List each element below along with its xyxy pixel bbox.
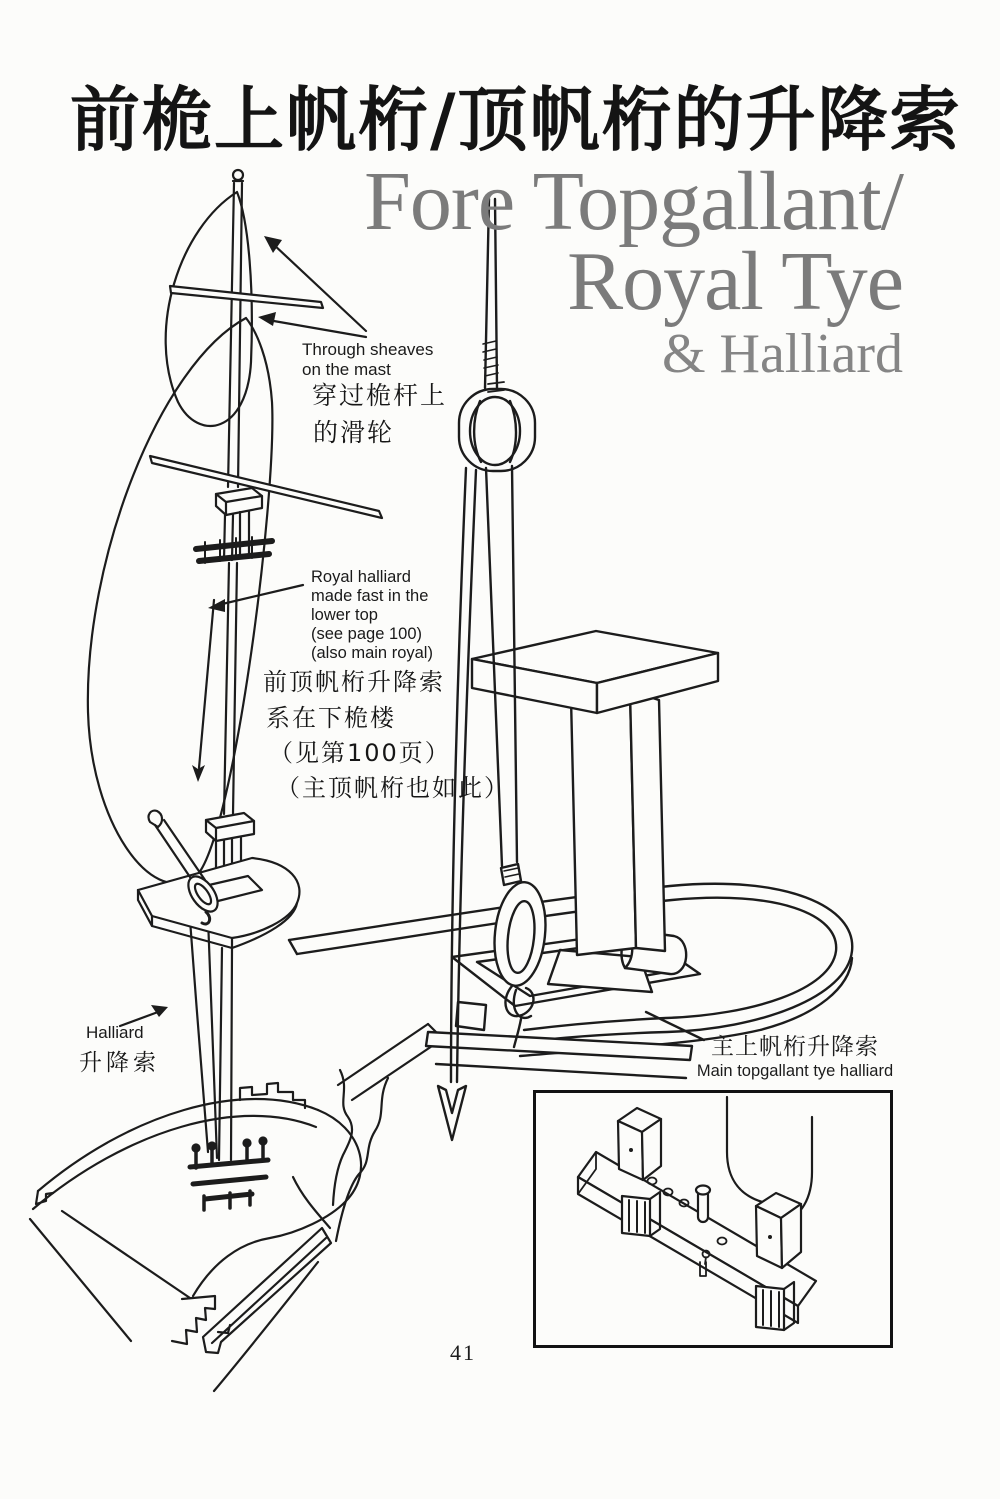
annotation-line: (see page 100) bbox=[311, 625, 422, 643]
mast-column-front bbox=[571, 691, 636, 955]
fall-direction-arrow bbox=[199, 600, 214, 768]
caption-en: Main topgallant tye halliard bbox=[696, 1062, 894, 1080]
deck-bitts bbox=[190, 1138, 268, 1211]
mast-column-side bbox=[630, 691, 665, 951]
mast-cap bbox=[472, 631, 718, 713]
crosstrees bbox=[196, 541, 272, 561]
annotation-royal-halliard-zh-1: 前顶帆桁升降索 bbox=[263, 668, 445, 696]
chinese-title: 前桅上帆桁/顶帆桁的升降索 bbox=[70, 79, 962, 161]
main-topgallant-caption bbox=[692, 1028, 898, 1081]
haul-direction-arrow bbox=[438, 1086, 466, 1140]
english-title bbox=[364, 155, 903, 385]
annotation-line: Through sheaves bbox=[302, 340, 434, 359]
masthead-cap-upper bbox=[216, 488, 262, 515]
caption-zh: 主上帆桁升降索 bbox=[711, 1034, 879, 1060]
annotation-royal-halliard-en bbox=[311, 568, 433, 663]
inset-detail-frame bbox=[533, 1090, 893, 1348]
lower-mast bbox=[219, 948, 232, 1160]
bow-hull-outline bbox=[30, 1024, 441, 1391]
annotation-line: Royal halliard bbox=[311, 568, 411, 586]
royal-pole bbox=[228, 183, 242, 487]
english-title-line-2: Royal Tye bbox=[567, 235, 903, 328]
annotation-through-sheaves-en bbox=[302, 340, 433, 380]
annotation-halliard-en: Halliard bbox=[86, 1023, 144, 1042]
english-title-line-1: Fore Topgallant/ bbox=[364, 155, 903, 248]
annotation-line: made fast in the bbox=[311, 587, 429, 605]
tye-loop-lower bbox=[88, 318, 273, 883]
through-sheaves-arrows bbox=[258, 236, 366, 337]
annotation-through-sheaves-zh-1: 穿过桅杆上 bbox=[312, 381, 448, 410]
mast-truck bbox=[233, 170, 243, 180]
upper-tye-block bbox=[459, 382, 535, 471]
royal-halliard-arrow bbox=[208, 585, 303, 612]
lower-top-platform bbox=[138, 858, 299, 938]
annotation-line: on the mast bbox=[302, 360, 391, 379]
annotation-royal-halliard-zh-2: 系在下桅楼 bbox=[266, 704, 396, 732]
annotation-through-sheaves-zh-2: 的滑轮 bbox=[313, 418, 395, 447]
halliard-fall-line-2 bbox=[208, 918, 217, 1158]
topgallant-yard bbox=[150, 456, 382, 518]
royal-yard bbox=[170, 286, 323, 308]
english-title-line-3: & Halliard bbox=[661, 323, 903, 385]
annotation-royal-halliard-zh-4: （主顶帆桁也如此） bbox=[276, 774, 510, 802]
annotation-halliard-zh: 升降索 bbox=[79, 1050, 160, 1076]
annotation-line: lower top bbox=[311, 606, 378, 624]
annotation-line: (also main royal) bbox=[311, 644, 433, 662]
annotation-royal-halliard-zh-3: （见第100页） bbox=[269, 739, 451, 767]
page-number: 41 bbox=[450, 1340, 476, 1365]
lower-tackle-block bbox=[490, 864, 551, 1047]
